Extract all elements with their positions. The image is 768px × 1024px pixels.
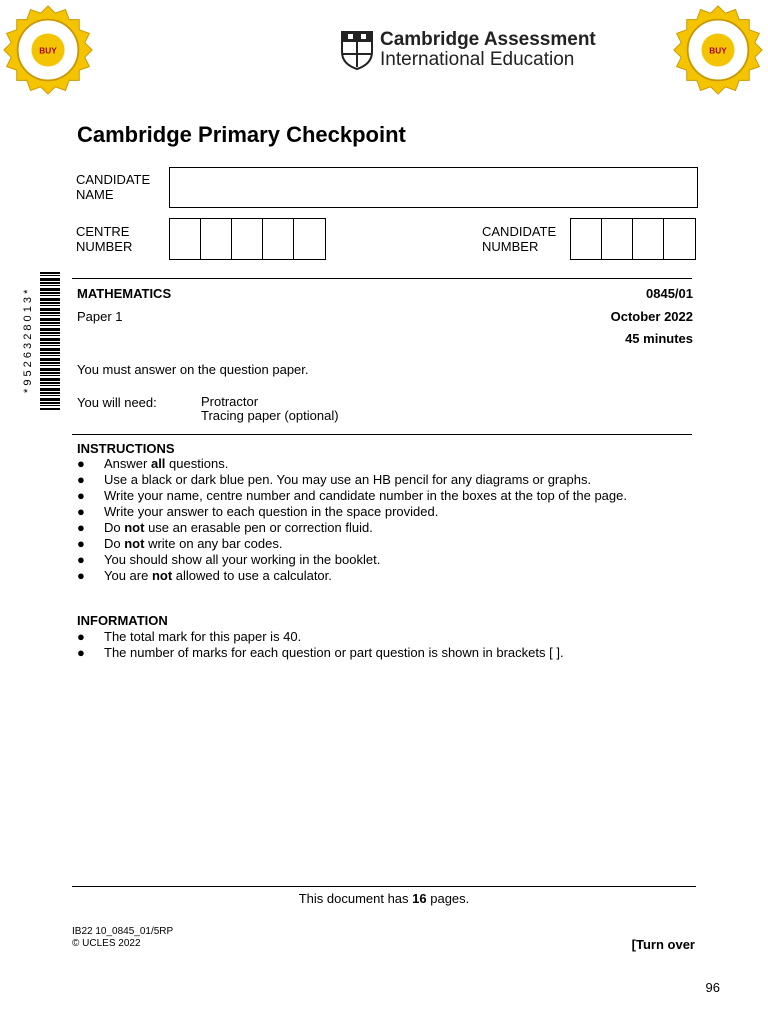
equipment-list [201,395,339,423]
page-title: Cambridge Primary Checkpoint [77,122,406,147]
list-item: ● You should show all your working in the booklet. [77,552,381,567]
instructions-heading: INSTRUCTIONS [77,441,175,456]
pdf-xchange-stamp-right[interactable] [672,4,764,96]
list-item: ● Write your answer to each question in the space provided. [77,504,439,519]
divider [72,434,692,435]
equipment-item: Protractor [201,394,259,409]
equipment-item: Tracing paper (optional) [201,408,339,423]
copyright: © UCLES 2022 [72,938,141,949]
svg-text:BUY: BUY [39,46,57,56]
candidate-name-field[interactable] [169,167,698,208]
barcode [22,272,62,410]
information-heading: INFORMATION [77,613,168,628]
brand-line-1: Cambridge Assessment [380,29,596,50]
centre-number-label: CENTRE NUMBER [76,224,133,254]
you-will-need-label: You will need: [77,395,157,410]
centre-number-field[interactable] [169,218,326,260]
candidate-number-label: CANDIDATE NUMBER [482,224,557,254]
barcode-number: * 9 5 2 6 3 2 8 0 1 3 * [22,289,34,393]
list-item: ● Write your name, centre number and candidate number in the boxes at the top of the page. [77,488,627,503]
barcode-bars [40,272,60,410]
candidate-name-label: CANDIDATE NAME [76,172,151,202]
list-item: ● Use a black or dark blue pen. You may use an HB pencil for any diagrams or graphs. [77,472,592,487]
svg-text:BUY: BUY [709,46,727,56]
crest-icon [340,30,374,70]
page-number: 96 [705,980,720,995]
pdf-xchange-stamp-left[interactable] [2,4,94,96]
list-item: ● The total mark for this paper is 40. [77,629,302,644]
page-count-note: This document has 16 pages. [298,891,470,906]
paper-number: Paper 1 [77,309,123,324]
list-item: ● Answer all questions. [77,456,229,471]
duration: 45 minutes [625,331,693,346]
turn-over: [Turn over [631,937,695,952]
list-item: ● The number of marks for each question or part question is shown in brackets [ ]. [77,645,564,660]
footer-divider [72,886,696,887]
syllabus-code: 0845/01 [646,286,693,301]
document-reference: IB22 10_0845_01/5RP [72,926,174,937]
session: October 2022 [610,309,693,324]
cambridge-logo [340,30,596,70]
must-answer-note: You must answer on the question paper. [77,362,309,377]
candidate-number-field[interactable] [570,218,696,260]
brand-line-2: International Education [380,49,575,70]
instructions-list [77,456,627,584]
subject: MATHEMATICS [77,286,172,301]
divider [72,278,692,279]
information-list [77,629,564,661]
list-item: ● Do not use an erasable pen or correction fluid. [77,520,373,535]
list-item: ● You are not allowed to use a calculator. [77,568,332,583]
list-item: ● Do not write on any bar codes. [77,536,283,551]
